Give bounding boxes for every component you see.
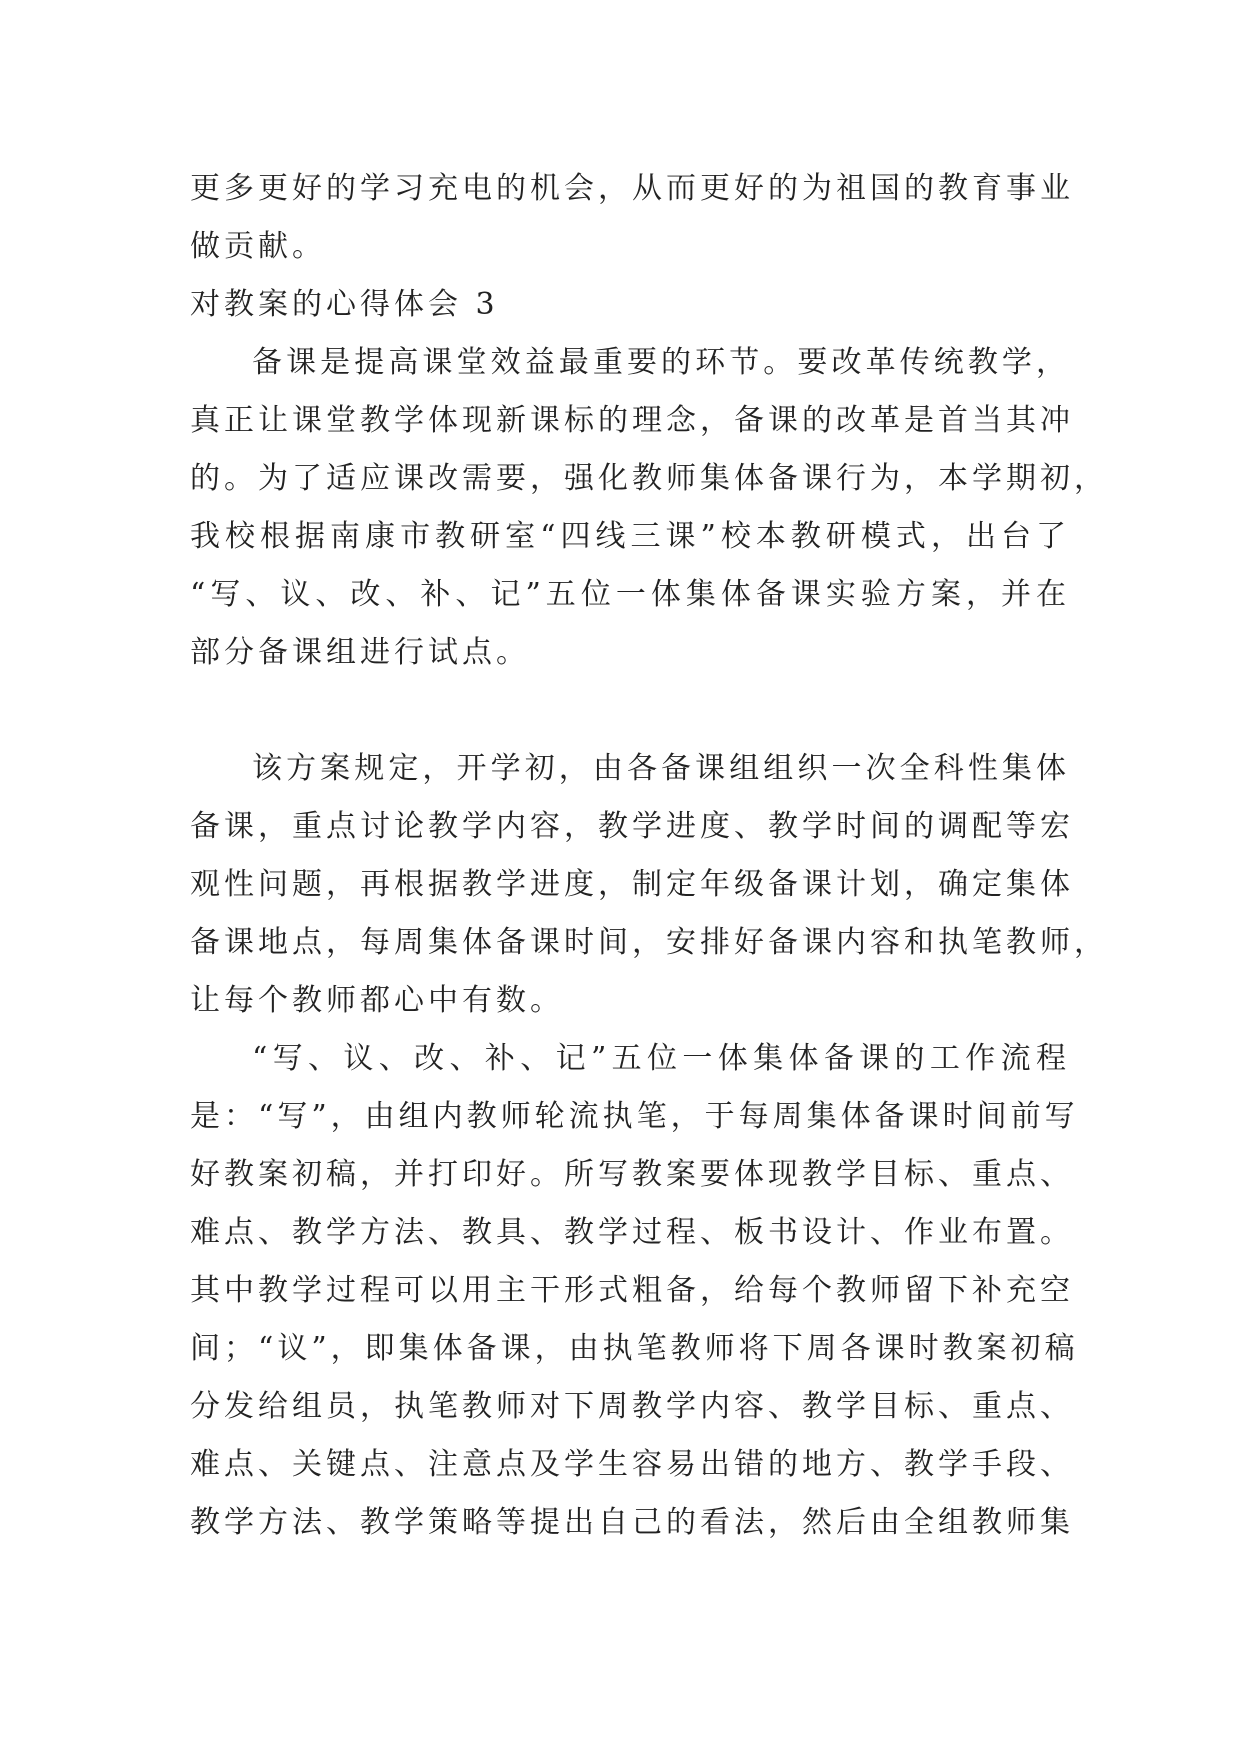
text-line: 难点、教学方法、教具、教学过程、板书设计、作业布置。 — [190, 1215, 1074, 1250]
text-line: 好教案初稿，并打印好。所写教案要体现教学目标、重点、 — [190, 1157, 1074, 1192]
text-line: 备课地点，每周集体备课时间，安排好备课内容和执笔教师， — [190, 925, 1108, 960]
text-line: “写、议、改、补、记”五位一体集体备课的工作流程 — [252, 1041, 1070, 1076]
text-line: 观性问题，再根据教学进度，制定年级备课计划，确定集体 — [190, 867, 1074, 902]
text-line: 我校根据南康市教研室“四线三课”校本教研模式，出台了 — [190, 519, 1070, 554]
text-line: 备课，重点讨论教学内容，教学进度、教学时间的调配等宏 — [190, 809, 1074, 844]
text-line: 间；“议”，即集体备课，由执笔教师将下周各课时教案初稿 — [190, 1331, 1079, 1366]
text-line: “写、议、改、补、记”五位一体集体备课实验方案，并在 — [190, 577, 1070, 612]
text-line: 的。为了适应课改需要，强化教师集体备课行为，本学期初， — [190, 461, 1108, 496]
text-line: 是：“写”，由组内教师轮流执笔，于每周集体备课时间前写 — [190, 1099, 1079, 1134]
text-line: 分发给组员，执笔教师对下周教学内容、教学目标、重点、 — [190, 1389, 1074, 1424]
text-line: 教学方法、教学策略等提出自己的看法，然后由全组教师集 — [190, 1505, 1074, 1540]
text-line: 难点、关键点、注意点及学生容易出错的地方、教学手段、 — [190, 1447, 1074, 1482]
text-line: 备课是提高课堂效益最重要的环节。要改革传统教学， — [252, 345, 1070, 380]
text-line: 更多更好的学习充电的机会，从而更好的为祖国的教育事业 — [190, 171, 1074, 206]
text-line: 让每个教师都心中有数。 — [190, 983, 564, 1018]
paragraph-gap — [190, 682, 1070, 740]
text-line: 真正让课堂教学体现新课标的理念，备课的改革是首当其冲 — [190, 403, 1074, 438]
text-line: 部分备课组进行试点。 — [190, 635, 530, 670]
text-line: 做贡献。 — [190, 229, 326, 264]
text-line: 其中教学过程可以用主干形式粗备，给每个教师留下补充空 — [190, 1273, 1074, 1308]
text-line: 该方案规定，开学初，由各备课组组织一次全科性集体 — [252, 751, 1070, 786]
document-body — [190, 160, 1108, 1552]
section-title: 对教案的心得体会 3 — [190, 287, 499, 322]
